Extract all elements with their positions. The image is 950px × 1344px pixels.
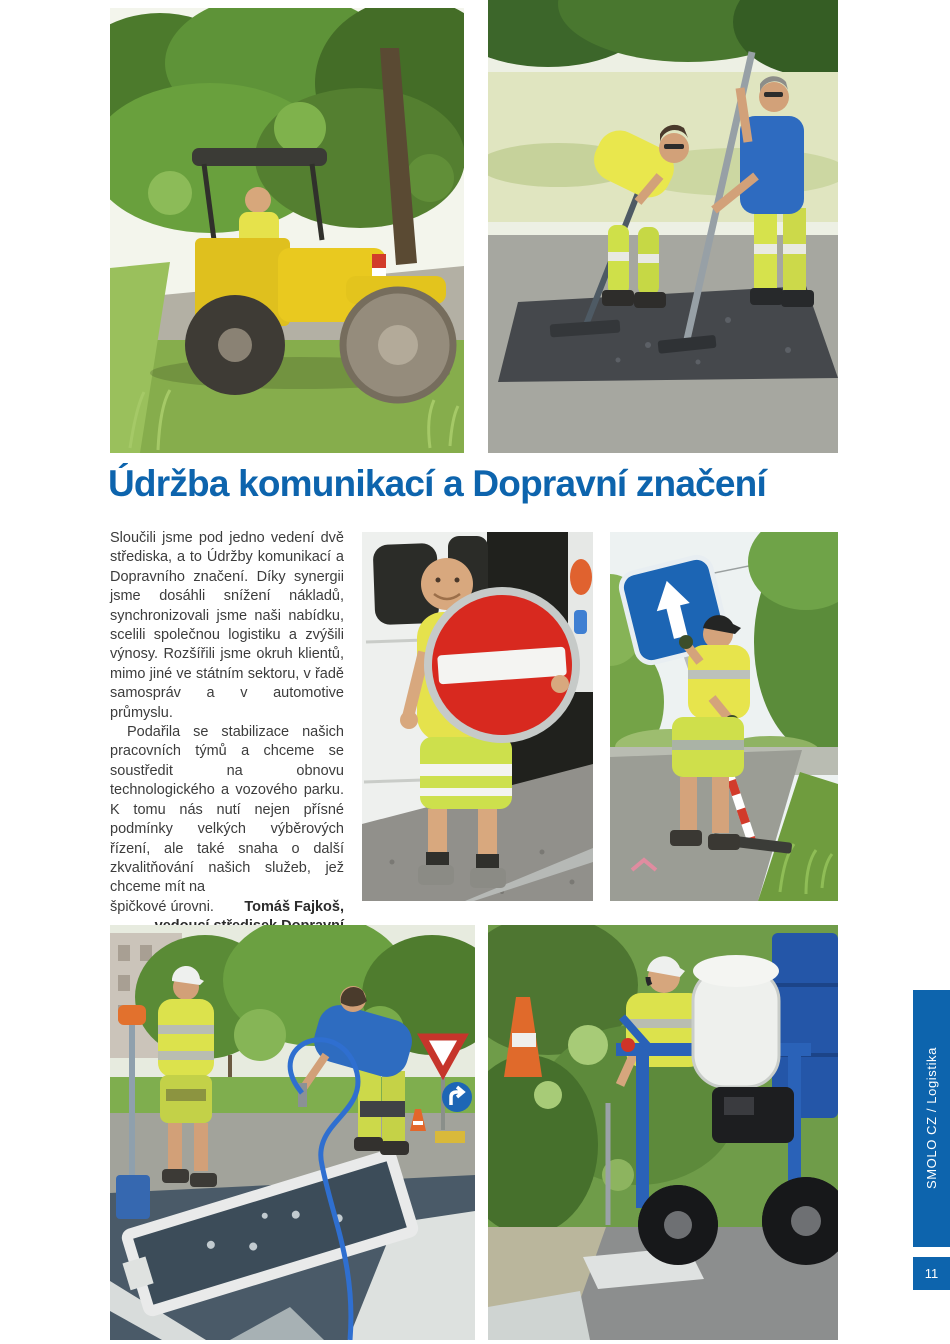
section-tab-label: SMOLO CZ / Logistika (924, 1047, 939, 1190)
one-way-illustration (610, 532, 838, 901)
photo-no-entry-sign (362, 532, 593, 901)
signature-name: Tomáš Fajkoš, (244, 898, 344, 915)
signature-line (110, 898, 344, 917)
article-heading: Údržba komunikací a Dopravní značení (108, 463, 766, 504)
paragraph-2-tail: špičkové úrovni. (110, 898, 214, 915)
driver-head (245, 187, 271, 213)
photo-one-way-sign (610, 532, 838, 901)
article-body (110, 529, 344, 956)
paragraph-2: Podařila se stabilizace našich pracovních týmů a chceme se soustředit na obnovu technologického a vozového parku. K tomu nás nutí nejen přísné podmínky velkých výběrových řízení, ale také snaha o další zkvalitňování našich služeb, jež chceme mít na (110, 724, 344, 896)
page-number: 11 (924, 1266, 939, 1281)
photo-asphalt-crew (488, 0, 838, 453)
barrier (435, 1131, 465, 1143)
photo-marking-machine (488, 925, 838, 1340)
road-marking-illustration (110, 925, 475, 1340)
marking-machine-illustration (488, 925, 838, 1340)
road-roller-illustration (110, 8, 464, 453)
no-entry-illustration (362, 532, 593, 901)
paragraph-1: Sloučili jsme pod jedno vedení dvě střediska, a to Údržby komunikací a Dopravního značení. Díky synergii jsme dosáhli snížení nákladů, synchronizovali jsme naši nabídku, scelili společnou logistiku a zvýšili výnosy. Rozšířili jsme okruh klientů, mimo jiné ve státním sektoru, v řadě samospráv a v automotive průmyslu. (110, 530, 344, 721)
section-tab (913, 990, 950, 1247)
turn-right-sign-icon (442, 1082, 472, 1112)
photo-road-marking-paint (110, 925, 475, 1340)
page-number-badge (913, 1257, 950, 1290)
photo-road-roller (110, 8, 464, 453)
asphalt-crew-illustration (488, 0, 838, 453)
